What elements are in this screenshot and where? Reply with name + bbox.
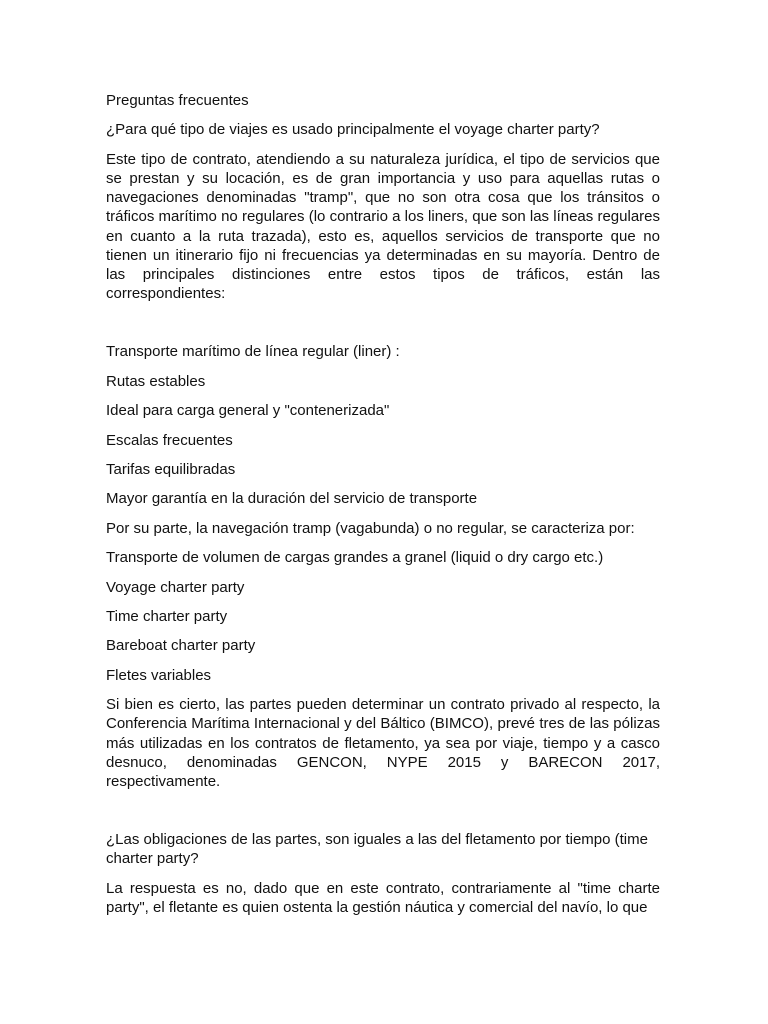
answer-2: La respuesta es no, dado que en este contrato, contrariamente al "time charte party", el fletante es quien ostenta la gestión náutica y comercial del navío, lo que	[106, 879, 660, 916]
liner-item: Escalas frecuentes	[106, 431, 233, 449]
tramp-intro: Por su parte, la navegación tramp (vagabunda) o no regular, se caracteriza por:	[106, 519, 635, 537]
tramp-item: Fletes variables	[106, 666, 212, 684]
document-page	[106, 91, 660, 927]
tramp-item: Bareboat charter party	[106, 637, 256, 655]
liner-item: Rutas estables	[106, 372, 206, 390]
tramp-item: Time charter party	[106, 607, 228, 625]
answer-1: Este tipo de contrato, atendiendo a su naturaleza jurídica, el tipo de servicios que se prestan y su locación, es de gran importancia y uso para aquellas rutas o navegaciones denominadas "tramp", que no son otra cosa que los tránsitos o tráficos marítimo no regulares (lo contrario a los liners, que son las líneas regulares en cuanto a la ruta trazada), esto es, aquellos servicios de transporte que no tienen un itinerario fijo ni frecuencias ya determinadas en su mayoría. Dentro de las principales distinciones entre estos tipos de tráficos, están las correspondientes:	[106, 150, 660, 303]
tramp-item: Voyage charter party	[106, 578, 245, 596]
liner-item: Tarifas equilibradas	[106, 460, 236, 478]
tramp-item: Transporte de volumen de cargas grandes a granel (liquid o dry cargo etc.)	[106, 549, 604, 567]
question-1: ¿Para qué tipo de viajes es usado principalmente el voyage charter party?	[106, 121, 600, 139]
liner-item: Ideal para carga general y "contenerizada"	[106, 402, 390, 420]
document-heading: Preguntas frecuentes	[106, 92, 249, 109]
bimco-paragraph: Si bien es cierto, las partes pueden determinar un contrato privado al respecto, la Conferencia Marítima Internacional y del Báltico (BIMCO), prevé tres de las pólizas más utilizadas en los contratos de fletamento, ya sea por viaje, tiempo y a casco desnuco, denominadas GENCON, NYPE 2015 y BARECON 2017, respectivamente.	[106, 696, 660, 790]
liner-item: Mayor garantía en la duración del servicio de transporte	[106, 490, 478, 508]
liner-title: Transporte marítimo de línea regular (liner) :	[106, 343, 400, 361]
question-2: ¿Las obligaciones de las partes, son iguales a las del fletamento por tiempo (time charter party?	[106, 831, 648, 868]
